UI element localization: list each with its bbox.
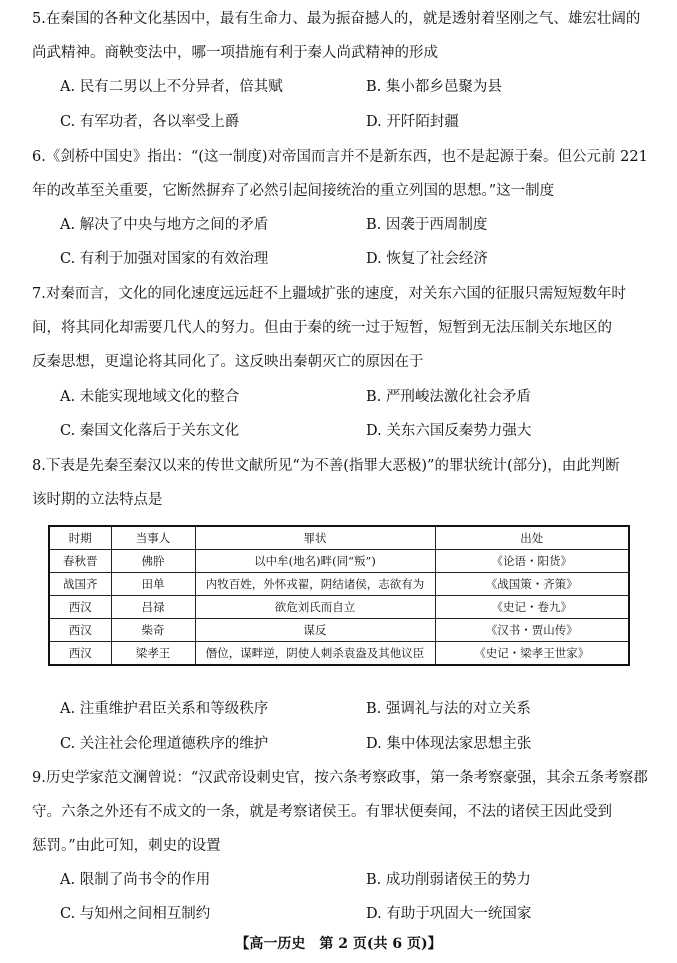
q8-option-d: D. 集中体现法家思想主张 <box>366 736 532 752</box>
q8-stem-line-1: 8.下表是先秦至秦汉以来的传世文献所见“为不善(指罪大恶极)”的罪状统计(部分)，由此判断 <box>32 458 620 474</box>
table-header-cell: 出处 <box>435 526 629 550</box>
q8-option-c: C. 关注社会伦理道德秩序的维护 <box>60 736 269 752</box>
table-cell: 僭位，谋畔逆，阴使人刺杀袁盎及其他议臣 <box>195 642 435 666</box>
q6-option-d: D. 恢复了社会经济 <box>366 251 488 267</box>
table-cell: 谋反 <box>195 619 435 642</box>
q9-stem-line-1: 9.历史学家范文澜曾说：“汉武帝设刺史官，按六条考察政事，第一条考察豪强，其余五条考察郡 <box>32 770 648 786</box>
q8-option-a: A. 注重维护君臣关系和等级秩序 <box>60 701 269 717</box>
table-cell: 《史记・梁孝王世家》 <box>435 642 629 666</box>
table-cell: 《史记・卷九》 <box>435 596 629 619</box>
table-cell: 梁孝王 <box>111 642 195 666</box>
table-row <box>49 550 629 573</box>
table-row <box>49 596 629 619</box>
q6-stem-line-1: 6.《剑桥中国史》指出：“(这一制度)对帝国而言并不是新东西，也不是起源于秦。但公元前 221 <box>32 149 648 165</box>
table-cell: 《汉书・贾山传》 <box>435 619 629 642</box>
table-cell: 《战国策・齐策》 <box>435 573 629 596</box>
table-cell: 柴奇 <box>111 619 195 642</box>
table-header-row <box>49 526 629 550</box>
table-cell: 西汉 <box>49 619 111 642</box>
page-footer: 【高一历史 第 2 页(共 6 页)】 <box>235 936 442 952</box>
q8-option-b: B. 强调礼与法的对立关系 <box>366 701 531 717</box>
q5-option-b: B. 集小都乡邑聚为县 <box>366 79 502 95</box>
table-cell: 欲危刘氏而自立 <box>195 596 435 619</box>
table-cell: 西汉 <box>49 596 111 619</box>
q5-stem-line-2: 尚武精神。商鞅变法中，哪一项措施有利于秦人尚武精神的形成 <box>32 45 438 61</box>
table-cell: 吕禄 <box>111 596 195 619</box>
table-cell: 田单 <box>111 573 195 596</box>
q5-stem-line-1: 5.在秦国的各种文化基因中，最有生命力、最为振奋撼人的，就是透射着坚刚之气、雄宏壮阔的 <box>32 11 641 27</box>
table-row <box>49 642 629 666</box>
table-cell: 佛肸 <box>111 550 195 573</box>
crime-record-table <box>48 525 630 666</box>
table-cell: 内牧百姓，外怀戎翟，阴结诸侯，志欲有为 <box>195 573 435 596</box>
table-cell: 春秋晋 <box>49 550 111 573</box>
q7-stem-line-3: 反秦思想，更遑论将其同化了。这反映出秦朝灭亡的原因在于 <box>32 354 424 370</box>
q6-option-c: C. 有利于加强对国家的有效治理 <box>60 251 269 267</box>
q7-option-b: B. 严刑峻法激化社会矛盾 <box>366 389 531 405</box>
q9-option-b: B. 成功削弱诸侯王的势力 <box>366 872 531 888</box>
table-header-cell: 时期 <box>49 526 111 550</box>
table-cell: 战国齐 <box>49 573 111 596</box>
q5-option-c: C. 有军功者，各以率受上爵 <box>60 114 240 130</box>
q9-option-d: D. 有助于巩固大一统国家 <box>366 906 532 922</box>
q8-stem-line-2: 该时期的立法特点是 <box>32 492 163 508</box>
table-header-cell: 罪状 <box>195 526 435 550</box>
q7-option-a: A. 未能实现地域文化的整合 <box>60 389 240 405</box>
q5-option-a: A. 民有二男以上不分异者，倍其赋 <box>60 79 283 95</box>
q6-option-a: A. 解决了中央与地方之间的矛盾 <box>60 217 269 233</box>
q9-stem-line-3: 惩罚。”由此可知，刺史的设置 <box>32 838 221 854</box>
q7-option-c: C. 秦国文化落后于关东文化 <box>60 423 240 439</box>
q7-stem-line-1: 7.对秦而言，文化的同化速度远远赶不上疆域扩张的速度，对关东六国的征服只需短短数年时 <box>32 286 626 302</box>
table-cell: 西汉 <box>49 642 111 666</box>
q9-stem-line-2: 守。六条之外还有不成文的一条，就是考察诸侯王。有罪状便奏闻，不法的诸侯王因此受到 <box>32 804 612 820</box>
q7-stem-line-2: 间，将其同化却需要几代人的努力。但由于秦的统一过于短暂，短暂到无法压制关东地区的 <box>32 320 612 336</box>
table-header-cell: 当事人 <box>111 526 195 550</box>
table-cell: 《论语・阳货》 <box>435 550 629 573</box>
table-row <box>49 619 629 642</box>
q7-option-d: D. 关东六国反秦势力强大 <box>366 423 532 439</box>
table-row <box>49 573 629 596</box>
q5-option-d: D. 开阡陌封疆 <box>366 114 459 130</box>
q9-option-a: A. 限制了尚书令的作用 <box>60 872 211 888</box>
q6-option-b: B. 因袭于西周制度 <box>366 217 488 233</box>
q9-option-c: C. 与知州之间相互制约 <box>60 906 211 922</box>
table-cell: 以中牟(地名)畔(同“叛”) <box>195 550 435 573</box>
q6-stem-line-2: 年的改革至关重要，它断然摒弃了必然引起间接统治的重立列国的思想。”这一制度 <box>32 183 555 199</box>
